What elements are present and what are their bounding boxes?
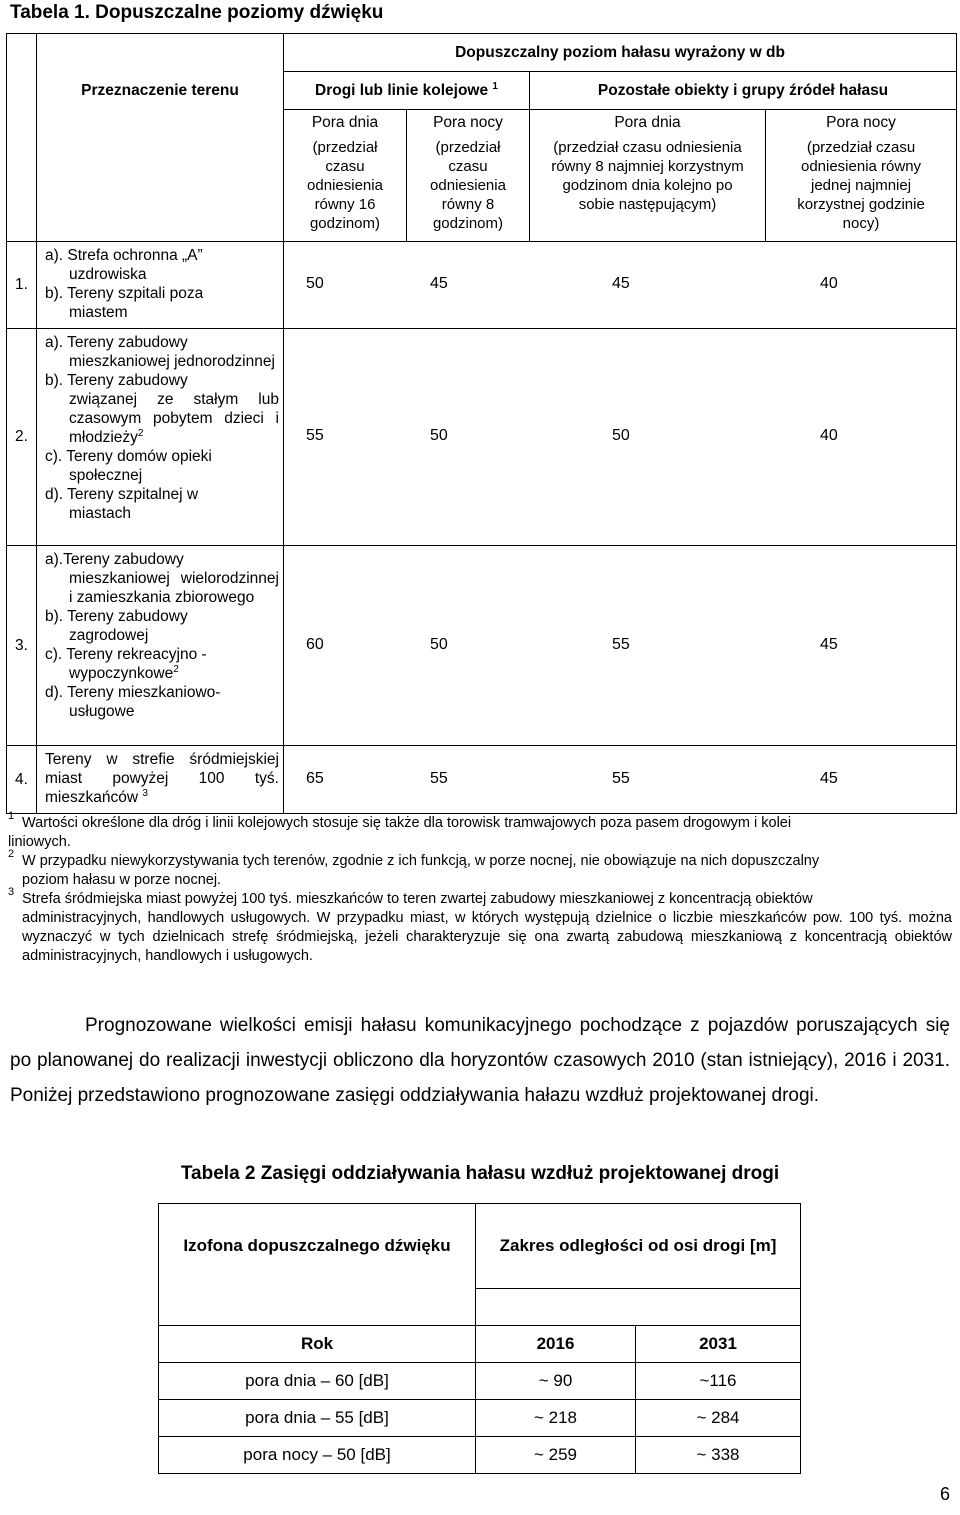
value-road-day: 65	[306, 769, 324, 787]
area-description	[37, 329, 284, 546]
area-description	[37, 546, 284, 746]
area-item: a). Strefa ochronna „A” uzdrowiska	[45, 247, 203, 283]
header-other: Pozostałe obiekty i grupy źródeł hałasu	[530, 72, 957, 110]
corner-area-cell	[37, 34, 284, 72]
value-road-day: 55	[306, 427, 324, 444]
subheader-road-night: Pora nocy (przedział czasu odniesienia równy 8 godzinom)	[407, 110, 530, 242]
area-item: c). Tereny rekreacyjno - wypoczynkowe$^2$	[45, 646, 207, 682]
header-roads: Drogi lub linie kolejowe $^1$	[284, 72, 530, 110]
limit-values	[284, 546, 957, 746]
value-road-night: 50	[430, 635, 448, 653]
footnote: 2 W przypadku niewykorzystywania tych terenów, zgodnie z ich funkcją, w porze nocnej, nie obowiązuje na nich dopuszczalny poziom hałasu w porze nocnej.	[8, 848, 820, 888]
footnote: 3 Strefa śródmiejska miast powyżej 100 tyś. mieszkańców to teren zwartej zabudowy mieszkaniowej z koncentracją obiektów administracyjnych, handlowych usługowych. W przypadku miast, w których występują dzielnice o liczbie mieszkańców pow. 100 tyś. można wyznaczyć w tych dzielnicach strefę śródmiejską, jeżeli charakteryzuje się ona zwartą zabudową mieszkaniową z koncentracją obiektów administracyjnych, handlowych i usługowych.	[8, 886, 952, 964]
value-road-day: 50	[306, 275, 324, 292]
row-number: 4.	[7, 746, 37, 814]
limit-values	[284, 746, 957, 814]
corner-num-cell	[7, 34, 37, 72]
area-item: a). Tereny zabudowy mieszkaniowej jednorodzinnej	[45, 334, 275, 370]
year-2031: 2031	[636, 1326, 801, 1363]
table-row	[7, 329, 957, 546]
header-area-label: Przeznaczenie terenu	[81, 81, 239, 99]
table-row: pora dnia – 55 [dB] ~ 218 ~ 284	[159, 1400, 801, 1437]
table-row	[7, 746, 957, 814]
value-other-night: 40	[820, 427, 838, 444]
area-item: b). Tereny szpitali poza miastem	[45, 285, 204, 321]
row-number: 3.	[7, 546, 37, 746]
value-road-night: 50	[430, 427, 448, 444]
footnotes	[8, 810, 952, 966]
area-item: Tereny w strefie śródmiejskiej miast powyżej 100 tyś. mieszkańców $^3$	[45, 751, 279, 806]
area-description	[37, 242, 284, 329]
noise-range-table	[158, 1203, 801, 1474]
page-number: 6	[939, 1484, 950, 1504]
area-item: d). Tereny szpitalnej w miastach	[45, 486, 199, 522]
table-row	[7, 546, 957, 746]
area-item: d). Tereny mieszkaniowo- usługowe	[45, 684, 221, 720]
header-level: Dopuszczalny poziom hałasu wyrażony w db	[284, 34, 957, 72]
value-other-night: 45	[820, 635, 838, 653]
subheader-road-day: Pora dnia (przedział czasu odniesienia równy 16 godzinom)	[284, 110, 407, 242]
table2-title: Tabela 2 Zasięgi oddziaływania hałasu wzdłuż projektowanej drogi	[180, 1163, 780, 1184]
footnote: 1 Wartości określone dla dróg i linii kolejowych stosuje się także dla torowisk tramwajowych poza pasem drogowym i kolei liniowych.	[8, 810, 792, 850]
area-item: b). Tereny zabudowy związanej ze stałym lub czasowym pobytem dzieci i młodzieży$^2$	[45, 372, 279, 446]
row-number: 1.	[7, 242, 37, 329]
header-area	[37, 72, 284, 242]
noise-limits-table	[6, 33, 957, 814]
limit-values	[284, 329, 957, 546]
col-isophone-header: Izofona dopuszczalnego dźwięku	[159, 1204, 476, 1289]
value-other-day: 45	[612, 275, 630, 292]
year-2016: 2016	[476, 1326, 636, 1363]
value-road-night: 55	[430, 769, 448, 787]
area-description	[37, 746, 284, 814]
limit-values	[284, 242, 957, 329]
table-row	[7, 242, 957, 329]
rok-label: Rok	[159, 1326, 476, 1363]
value-other-day: 50	[612, 427, 630, 444]
area-item: b). Tereny zabudowy zagrodowej	[45, 608, 188, 644]
area-item: c). Tereny domów opieki społecznej	[45, 448, 212, 484]
body-paragraph: Prognozowane wielkości emisji hałasu komunikacyjnego pochodzące z pojazdów poruszających się po planowanej do realizacji inwestycji obliczono dla horyzontów czasowych 2010 (stan istniejący), 2016 i 2031. Poniżej przedstawiono prognozowane zasięgi oddziaływania hałazu wzdłuż projektowanej drogi.	[10, 1015, 950, 1106]
table-row: pora dnia – 60 [dB] ~ 90 ~116	[159, 1363, 801, 1400]
area-item: a).Tereny zabudowy mieszkaniowej wielorodzinnej i zamieszkania zbiorowego	[45, 551, 279, 606]
value-other-day: 55	[612, 769, 630, 787]
value-road-night: 45	[430, 275, 448, 292]
subheader-other-day: Pora dnia (przedział czasu odniesienia równy 8 najmniej korzystnym godzinom dnia kolejno po sobie następującym)	[530, 110, 766, 242]
value-other-night: 45	[820, 769, 838, 787]
value-other-night: 40	[820, 275, 838, 292]
table1-title: Tabela 1. Dopuszczalne poziomy dźwięku	[10, 2, 384, 23]
col-range-header: Zakres odległości od osi drogi [m]	[476, 1204, 801, 1289]
subheader-other-night: Pora nocy (przedział czasu odniesienia równy jednej najmniej korzystnej godzinie nocy)	[766, 110, 957, 242]
table-row: pora nocy – 50 [dB] ~ 259 ~ 338	[159, 1437, 801, 1474]
value-road-day: 60	[306, 635, 324, 653]
row-number: 2.	[7, 329, 37, 546]
value-other-day: 55	[612, 635, 630, 653]
